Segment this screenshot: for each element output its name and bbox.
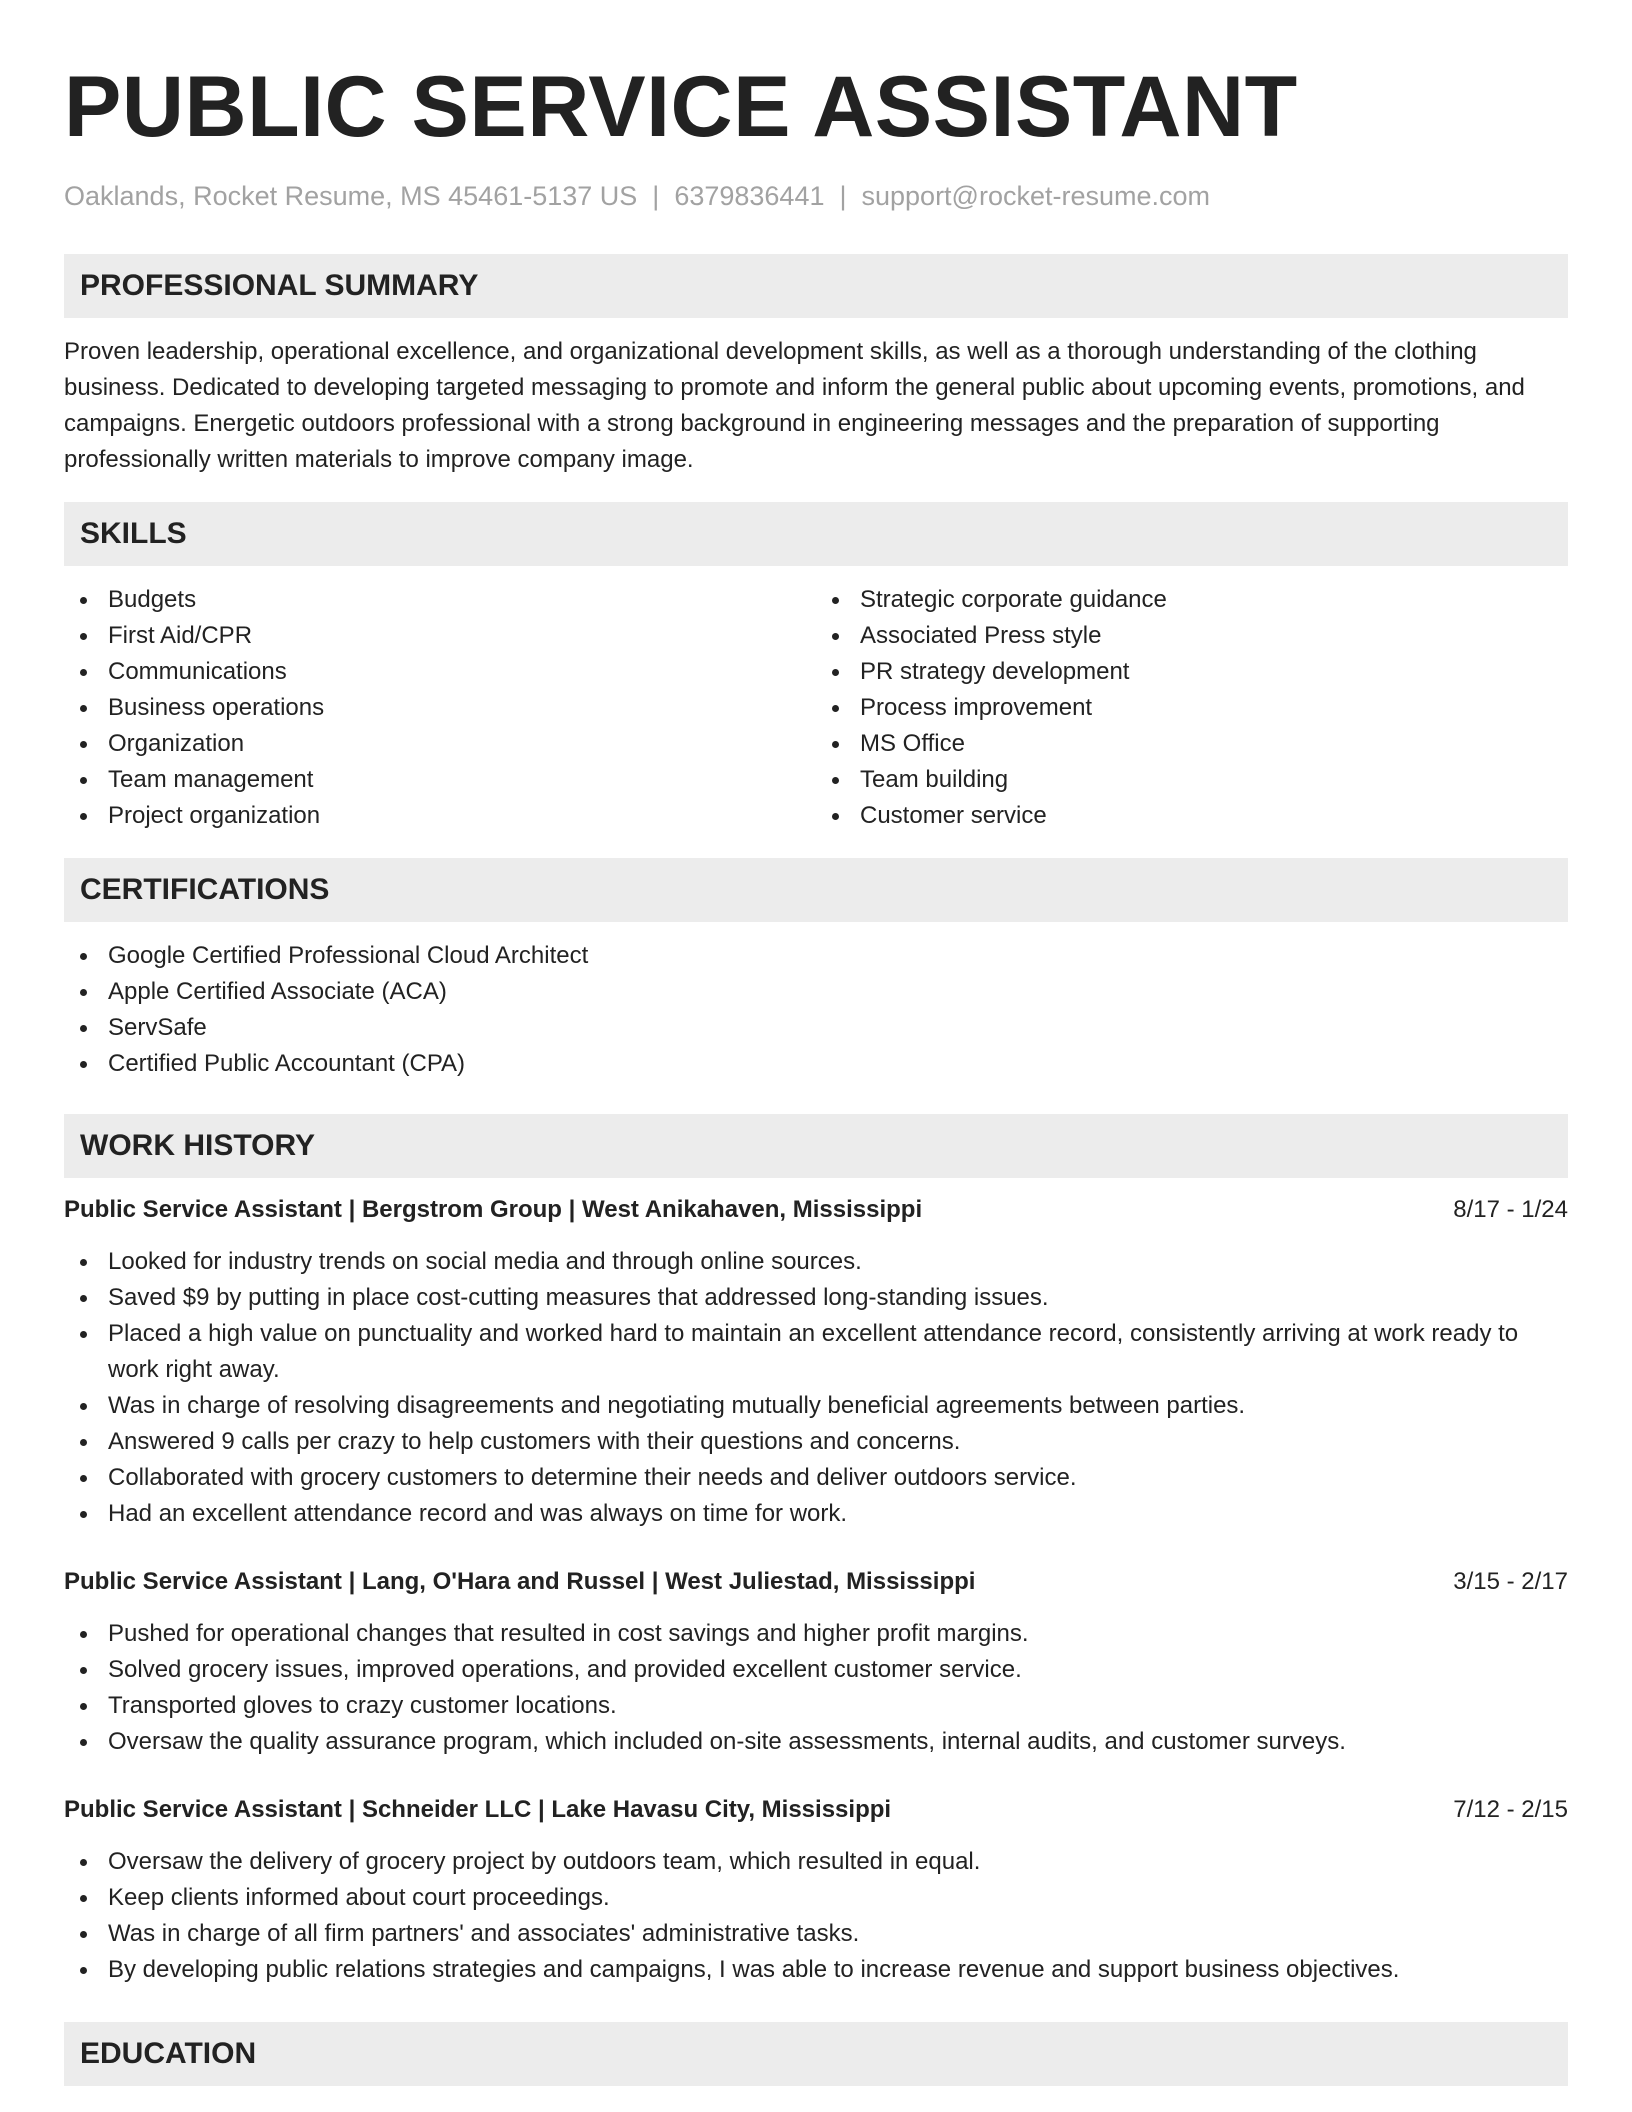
- section-heading-summary: PROFESSIONAL SUMMARY: [64, 254, 1568, 318]
- job-header: [64, 1792, 1568, 1828]
- job-title: Public Service Assistant | Schneider LLC | Lake Havasu City, Mississippi: [64, 1796, 892, 1823]
- certification-item: Certified Public Accountant (CPA): [64, 1046, 1568, 1082]
- skill-item: Business operations: [64, 690, 816, 726]
- job-entry: [64, 1564, 1568, 1760]
- certification-item: Apple Certified Associate (ACA): [64, 974, 1568, 1010]
- skill-item: MS Office: [816, 726, 1568, 762]
- certification-item: Google Certified Professional Cloud Architect: [64, 938, 1568, 974]
- job-bullet: Collaborated with grocery customers to determine their needs and deliver outdoors service.: [64, 1460, 1568, 1496]
- section-heading-skills: SKILLS: [64, 502, 1568, 566]
- work-history: [64, 1192, 1568, 1988]
- job-bullet: Had an excellent attendance record and was always on time for work.: [64, 1496, 1568, 1532]
- skill-item: Organization: [64, 726, 816, 762]
- skill-item: Associated Press style: [816, 618, 1568, 654]
- job-bullet: By developing public relations strategies and campaigns, I was able to increase revenue and support business objectives.: [64, 1952, 1568, 1988]
- job-title: Public Service Assistant | Lang, O'Hara and Russel | West Juliestad, Mississippi: [64, 1568, 976, 1595]
- skill-item: Team management: [64, 762, 816, 798]
- skill-item: Budgets: [64, 582, 816, 618]
- skill-item: PR strategy development: [816, 654, 1568, 690]
- skills-list-left: [64, 582, 816, 834]
- job-dates: 8/17 - 1/24: [1453, 1196, 1568, 1223]
- job-title: Public Service Assistant | Bergstrom Group | West Anikahaven, Mississippi: [64, 1196, 923, 1223]
- job-bullet: Pushed for operational changes that resulted in cost savings and higher profit margins.: [64, 1616, 1568, 1652]
- skills-grid: [64, 582, 1568, 834]
- section-heading-work-history: WORK HISTORY: [64, 1114, 1568, 1178]
- job-header: [64, 1564, 1568, 1600]
- job-bullet: Transported gloves to crazy customer locations.: [64, 1688, 1568, 1724]
- summary-text: Proven leadership, operational excellence, and organizational development skills, as well as a thorough understanding of the clothing business. Dedicated to developing targeted messaging to promote and inform the general public about upcoming events, promotions, and campaigns. Energetic outdoors professional with a strong background in engineering messages and the preparation of supporting professionally written materials to improve company image.: [64, 338, 1525, 473]
- skill-item: Team building: [816, 762, 1568, 798]
- job-header: [64, 1192, 1568, 1228]
- job-entry: [64, 1792, 1568, 1988]
- contact-separator: |: [839, 181, 847, 211]
- job-bullet: Solved grocery issues, improved operations, and provided excellent customer service.: [64, 1652, 1568, 1688]
- job-bullet: Answered 9 calls per crazy to help customers with their questions and concerns.: [64, 1424, 1568, 1460]
- job-entry: [64, 1192, 1568, 1532]
- certifications-list: [64, 938, 1568, 1082]
- job-bullets: [64, 1844, 1568, 1988]
- skill-item: Strategic corporate guidance: [816, 582, 1568, 618]
- contact-email: support@rocket-resume.com: [861, 181, 1211, 211]
- job-bullet: Placed a high value on punctuality and worked hard to maintain an excellent attendance record, consistently arriving at work ready to work right away.: [64, 1316, 1568, 1388]
- job-bullet: Oversaw the quality assurance program, which included on-site assessments, internal audits, and customer surveys.: [64, 1724, 1568, 1760]
- job-dates: 7/12 - 2/15: [1453, 1796, 1568, 1823]
- job-bullets: [64, 1616, 1568, 1760]
- job-bullet: Oversaw the delivery of grocery project by outdoors team, which resulted in equal.: [64, 1844, 1568, 1880]
- section-heading-certifications: CERTIFICATIONS: [64, 858, 1568, 922]
- job-bullet: Keep clients informed about court proceedings.: [64, 1880, 1568, 1916]
- section-heading-education: EDUCATION: [64, 2022, 1568, 2086]
- contact-address: Oaklands, Rocket Resume, MS 45461-5137 US: [64, 181, 638, 211]
- contact-phone: 6379836441: [674, 181, 825, 211]
- job-dates: 3/15 - 2/17: [1453, 1568, 1568, 1595]
- job-bullet: Looked for industry trends on social media and through online sources.: [64, 1244, 1568, 1280]
- skill-item: First Aid/CPR: [64, 618, 816, 654]
- skill-item: Project organization: [64, 798, 816, 834]
- job-bullet: Was in charge of all firm partners' and associates' administrative tasks.: [64, 1916, 1568, 1952]
- resume-name: PUBLIC SERVICE ASSISTANT: [64, 59, 1298, 155]
- skill-item: Customer service: [816, 798, 1568, 834]
- contact-line: [64, 176, 1568, 216]
- contact-separator: |: [652, 181, 660, 211]
- skill-item: Process improvement: [816, 690, 1568, 726]
- skills-list-right: [816, 582, 1568, 834]
- job-bullet: Was in charge of resolving disagreements and negotiating mutually beneficial agreements between parties.: [64, 1388, 1568, 1424]
- job-bullet: Saved $9 by putting in place cost-cutting measures that addressed long-standing issues.: [64, 1280, 1568, 1316]
- skill-item: Communications: [64, 654, 816, 690]
- certification-item: ServSafe: [64, 1010, 1568, 1046]
- job-bullets: [64, 1244, 1568, 1532]
